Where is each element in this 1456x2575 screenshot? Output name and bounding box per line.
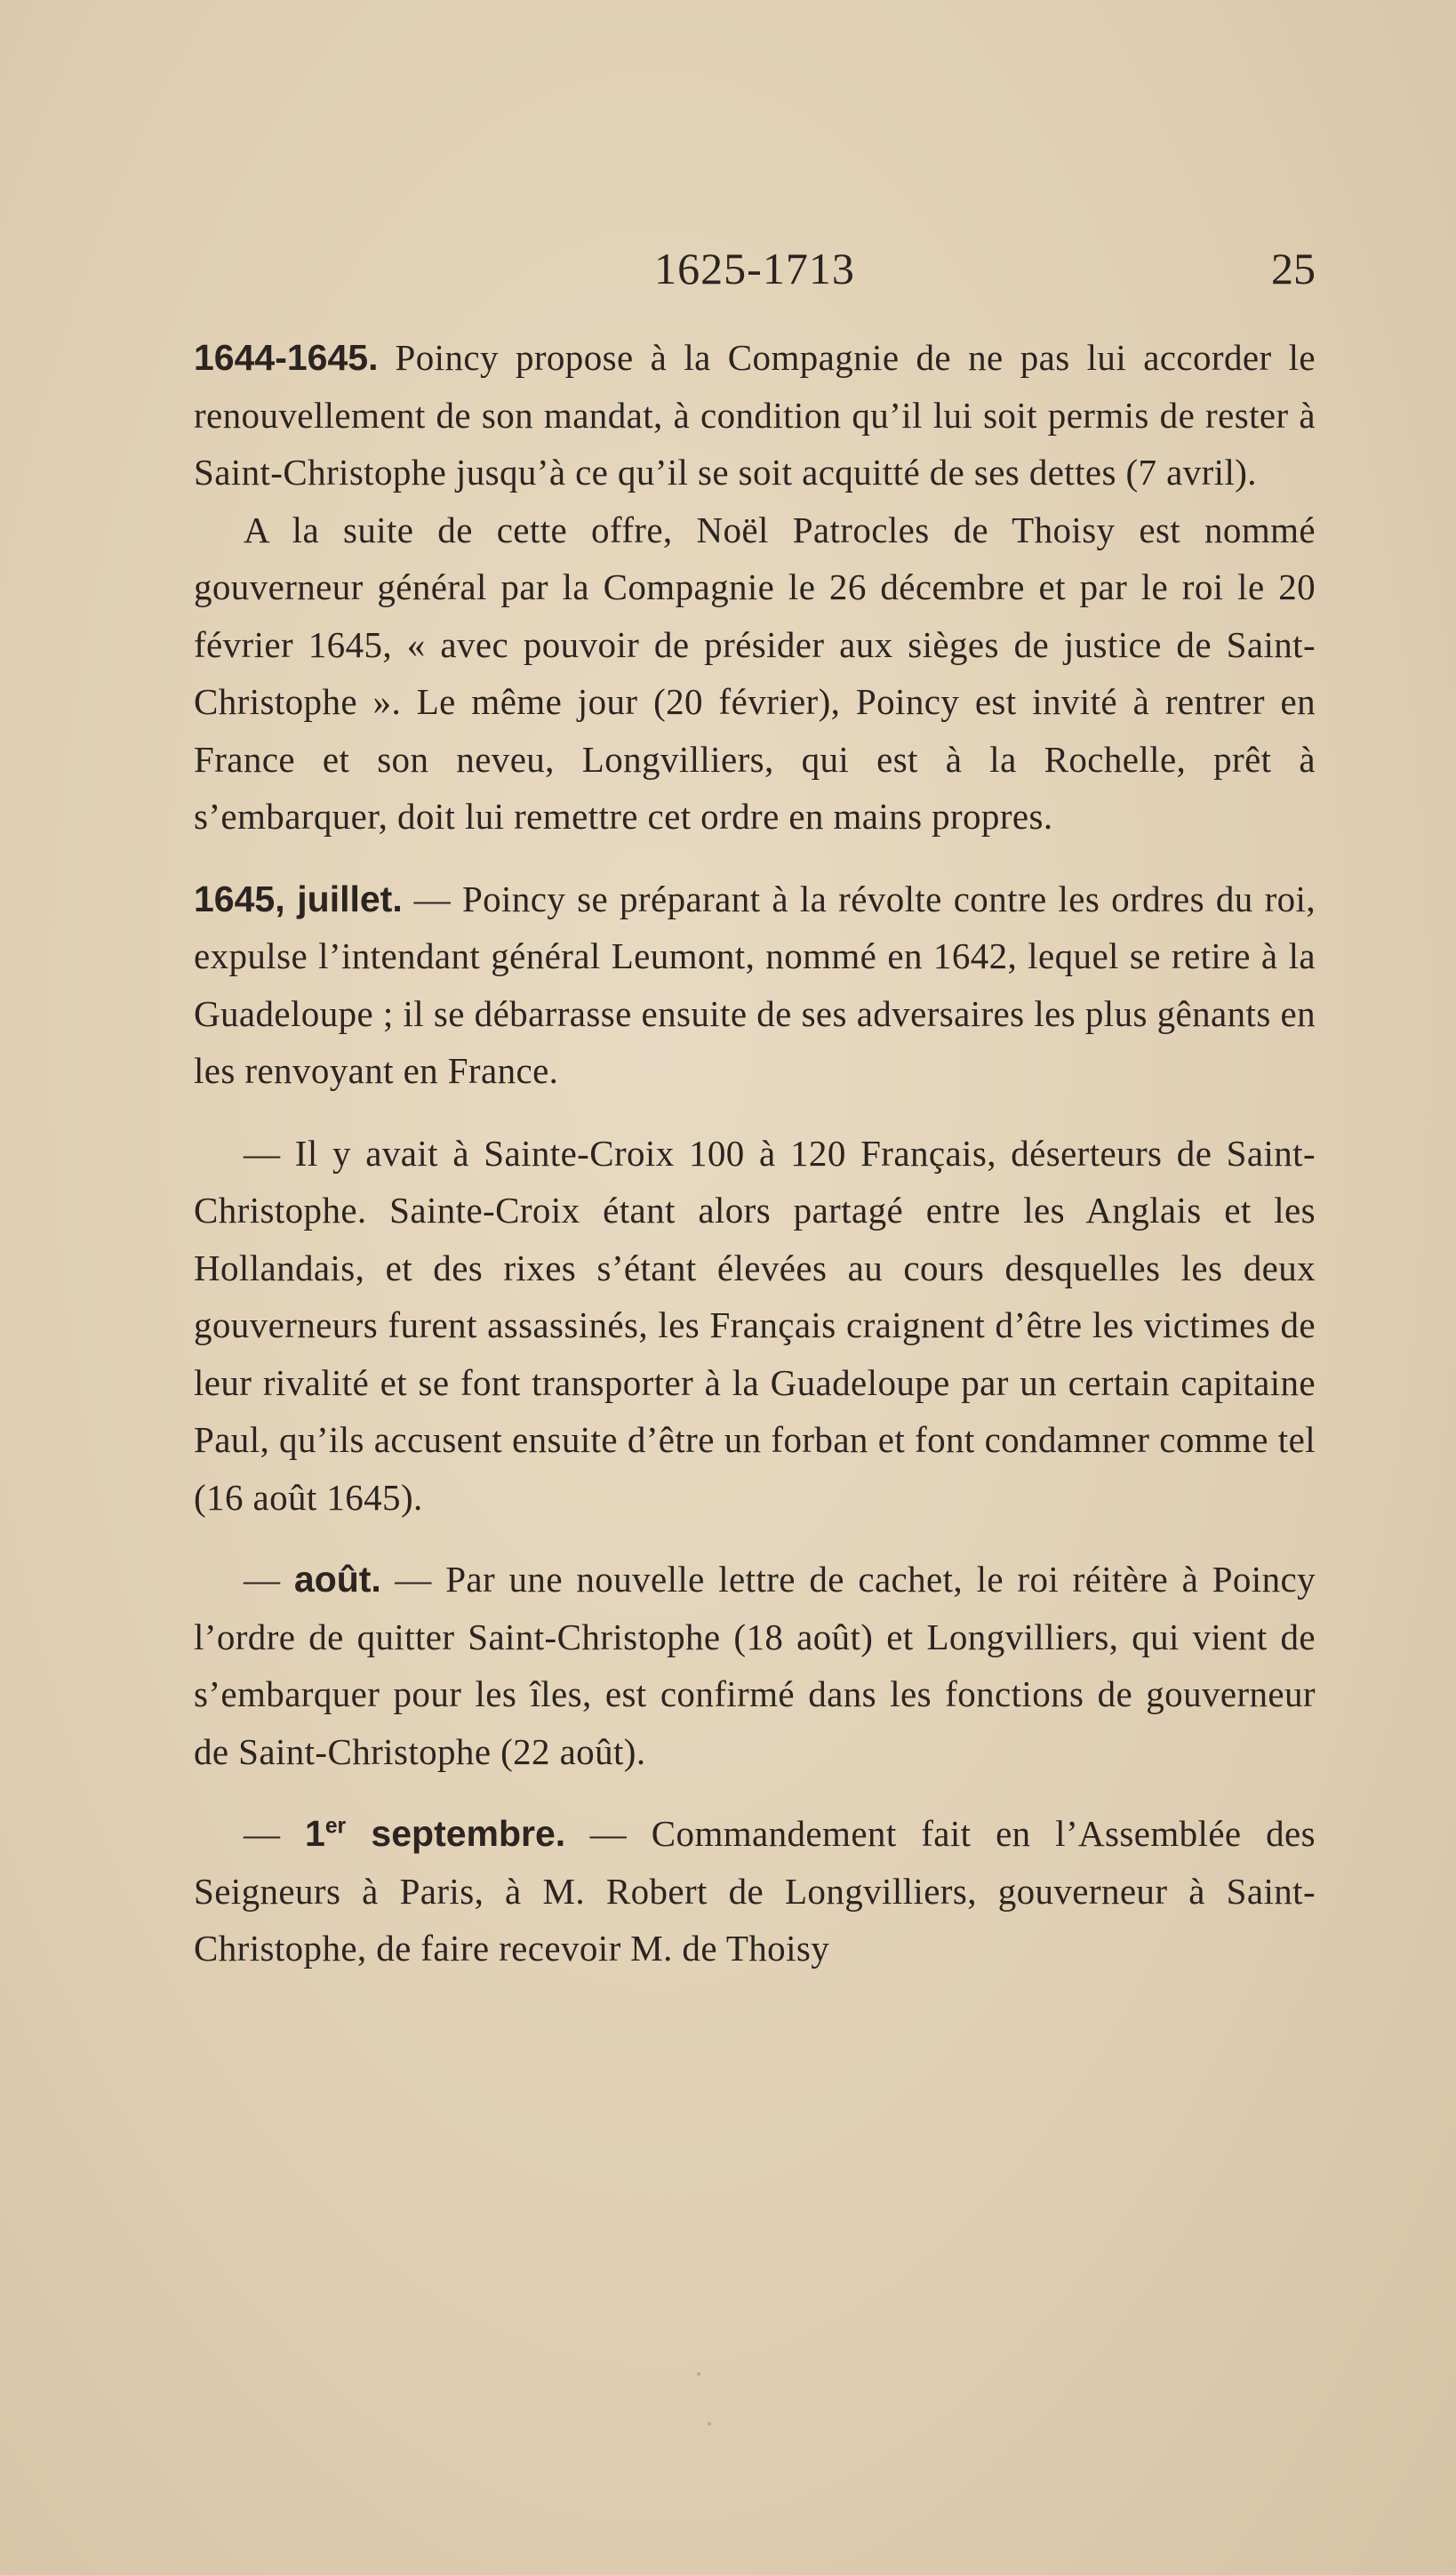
entry-date: août. (293, 1559, 381, 1600)
running-head-title: 1625-1713 (654, 244, 855, 293)
paragraph-text: — Il y avait à Sainte-Croix 100 à 120 Français, déserteurs de Saint-Christophe. Sainte-Croix étant alors partagé entre les Anglais et les Hollandais, et des rixes s’étant élevées au cours desquelles les deux gouverneurs furent assassinés, les Français craignent d’être les victimes de leur rivalité et se font transporter à la Guadeloupe par un certain capitaine Paul, qu’ils accusent ensuite d’être un forban et font condamner comme tel (16 août 1645). (194, 1132, 1316, 1518)
entry-lead: — (244, 1813, 306, 1854)
running-head (194, 242, 1316, 295)
entry-1644-1645 (194, 329, 1316, 501)
entry-text: — Poincy se préparant à la révolte contre les ordres du roi, expulse l’intendant général Leumont, nommé en 1642, lequel se retire à la Guadeloupe ; il se débarrasse ensuite de ses adversaires les plus gênants en les renvoyant en France. (194, 878, 1316, 1091)
entry-text: Poincy propose à la Compagnie de ne pas lui accorder le renouvellement de son mandat, à condition qu’il lui soit permis de rester à Saint-Christophe jusqu’à ce qu’il se soit acquitté de ses dettes (7 avril). (194, 337, 1316, 493)
entry-date: 1644-1645. (194, 337, 379, 378)
paragraph-text: A la suite de cette offre, Noël Patrocles de Thoisy est nommé gouverneur général par la Compagnie le 26 décembre et par le roi le 20 février 1645, « avec pouvoir de présider aux sièges de justice de Saint-Christophe ». Le même jour (20 février), Poincy est invité à rentrer en France et son neveu, Longvilliers, qui est à la Rochelle, prêt à s’embarquer, doit lui remettre cet ordre en mains propres. (194, 509, 1316, 837)
entry-1645-juillet (194, 870, 1316, 1100)
entry-lead: — (244, 1559, 294, 1600)
paper-speck (708, 2422, 711, 2426)
paper-speck (697, 2372, 700, 2376)
entry-date-month: septembre. (346, 1813, 566, 1854)
entry-date-day: 1 (305, 1813, 325, 1854)
entry-text: — Commandement fait en l’Assemblée des Seigneurs à Paris, à M. Robert de Longvilliers, gouverneur à Saint-Christophe, de faire recevoir M. de Thoisy (194, 1813, 1316, 1969)
paragraph-sainte-croix (194, 1125, 1316, 1527)
entry-1er-septembre (194, 1805, 1316, 1977)
entry-date: 1645, juillet. (194, 878, 403, 919)
text-block (194, 329, 1316, 1977)
page-number: 25 (1271, 244, 1316, 293)
entry-text: — Par une nouvelle lettre de cachet, le roi réitère à Poincy l’ordre de quitter Saint-Christophe (18 août) et Longvilliers, qui vient de s’embarquer pour les îles, est confirmé dans les fonctions de gouverneur de Saint-Christophe (22 août). (194, 1559, 1316, 1772)
entry-date (305, 1813, 565, 1854)
paragraph-thoisy-nomination (194, 501, 1316, 846)
entry-date-sup: er (324, 1814, 347, 1839)
entry-aout (194, 1551, 1316, 1780)
